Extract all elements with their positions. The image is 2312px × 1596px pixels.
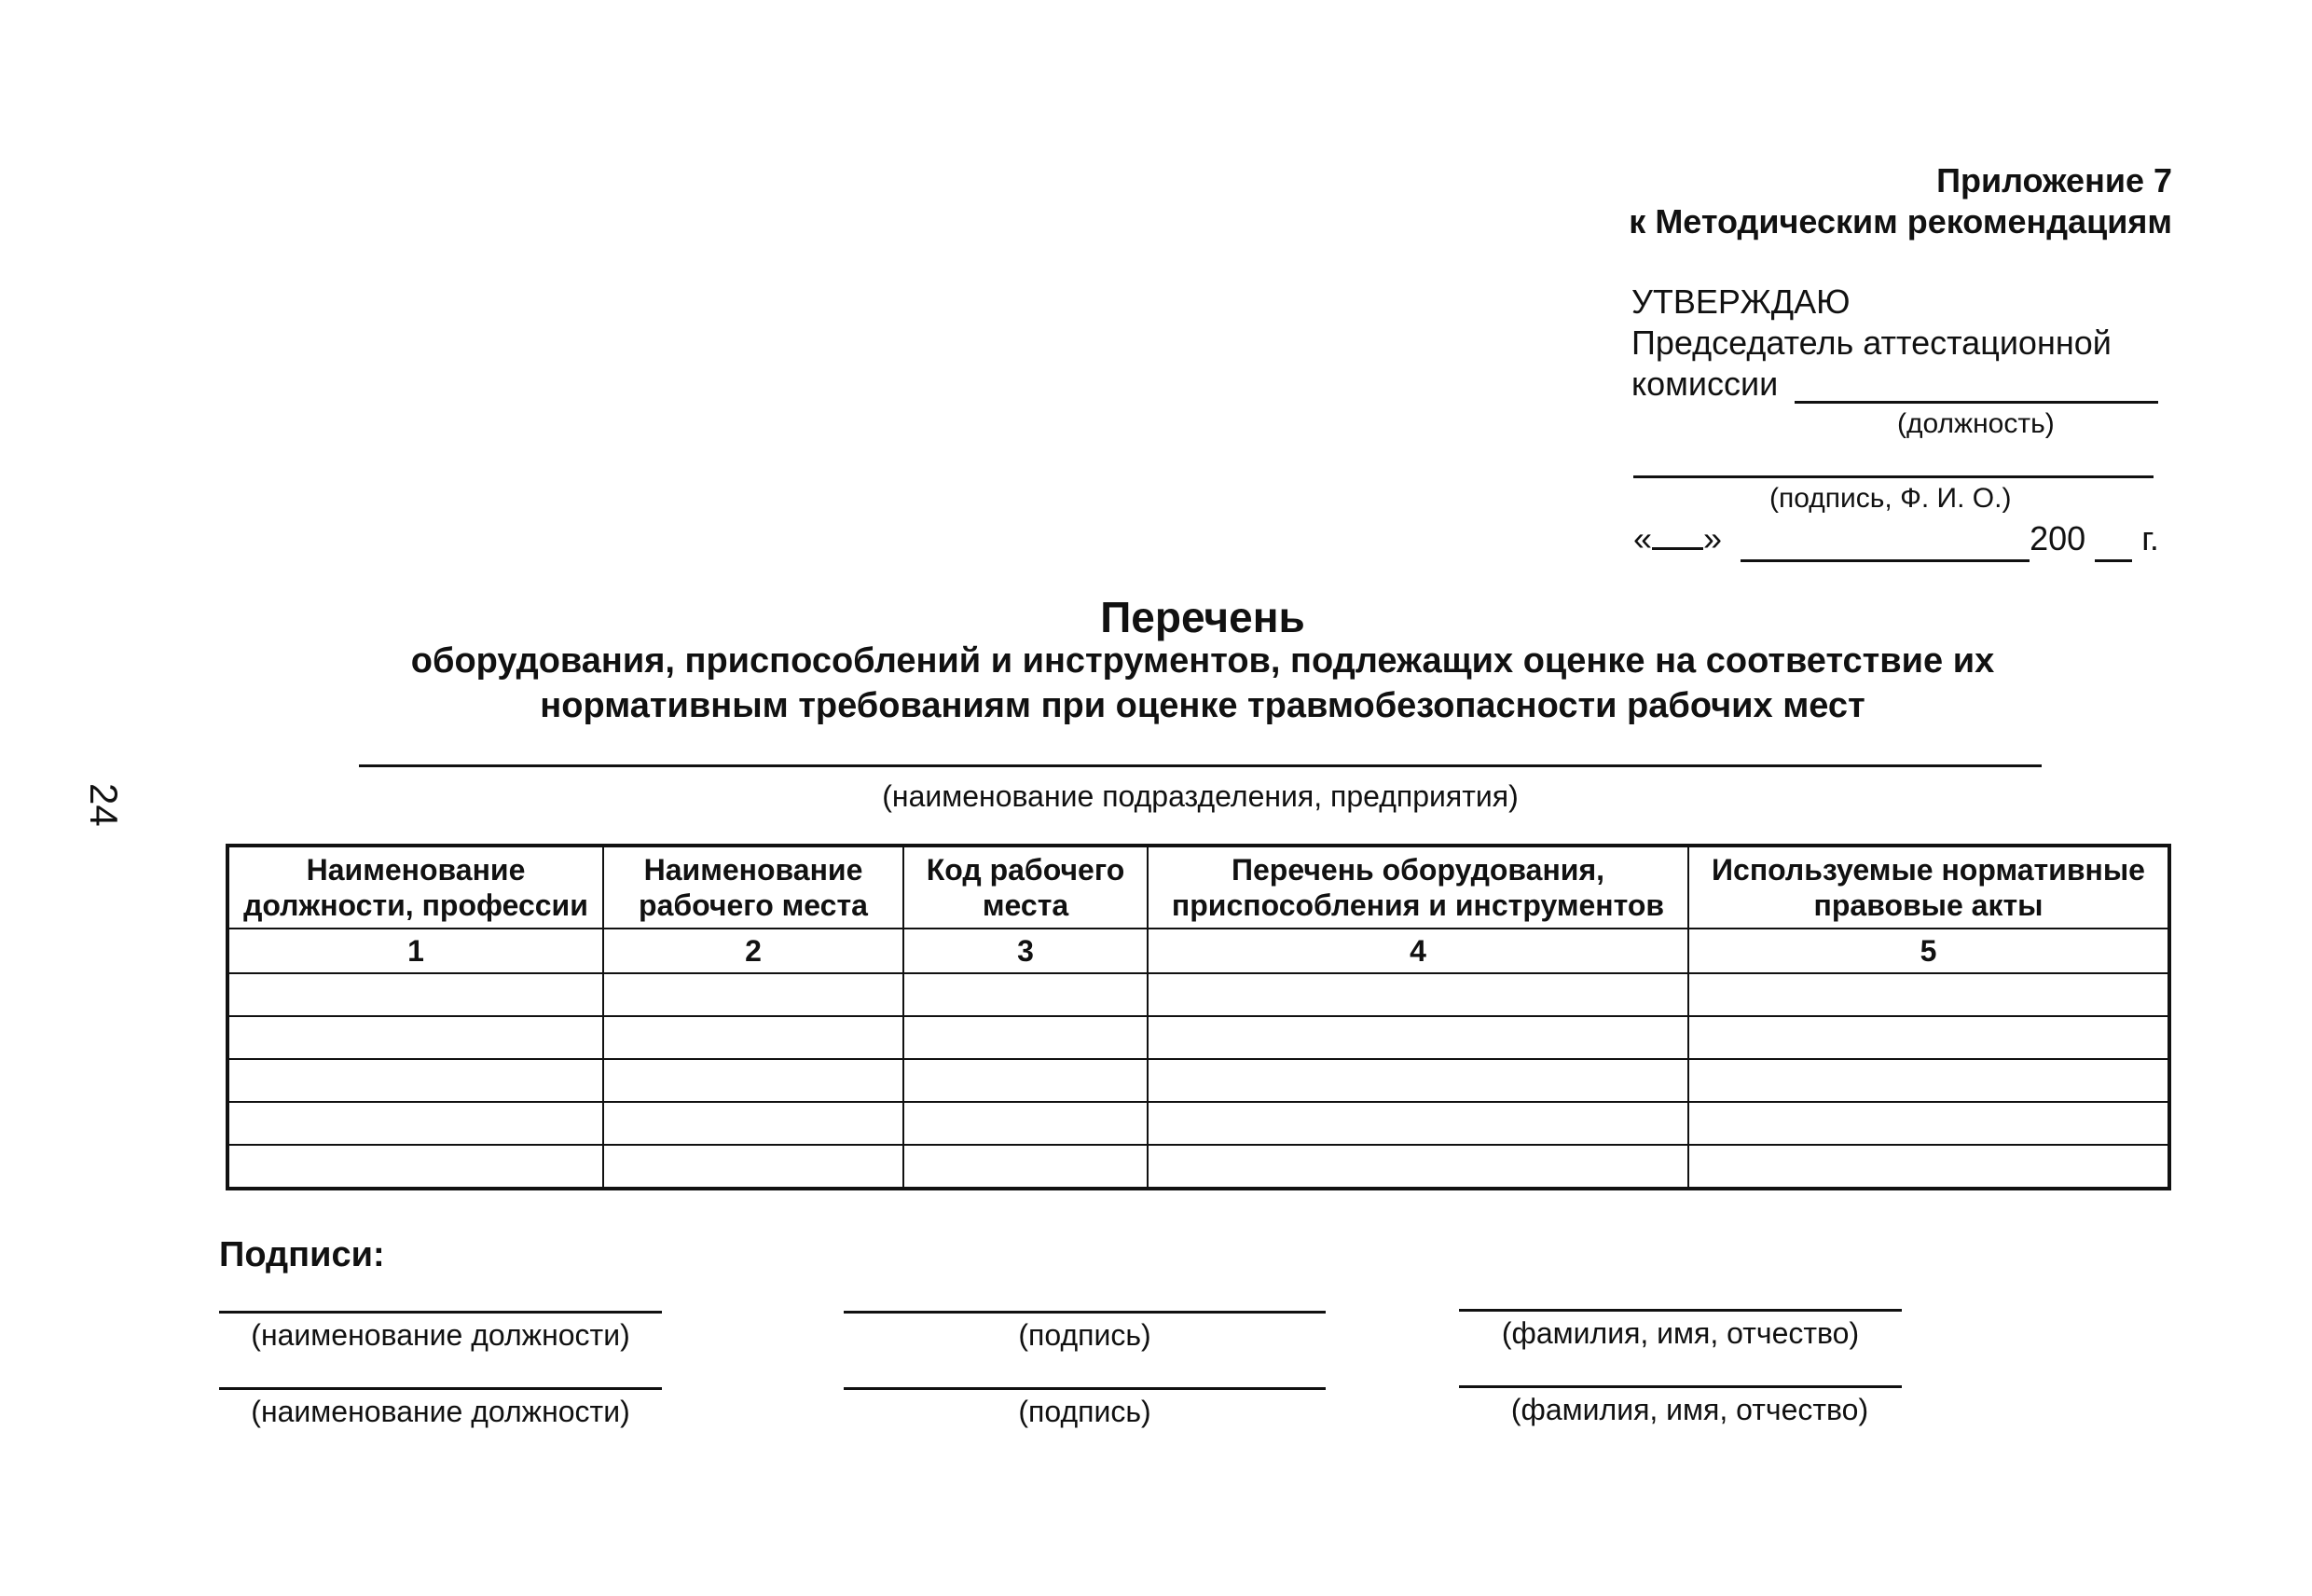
header-workplace: Наименование рабочего места [603,846,903,929]
position-signature-line [219,1311,662,1314]
column-number: 4 [1148,929,1688,973]
table-cell [1688,1145,2169,1189]
header-equipment-list: Перечень оборудования, приспособления и инструментов [1148,846,1688,929]
appendix-number: Приложение 7 [1936,161,2172,200]
signature-signature-line [844,1387,1326,1390]
signature-caption: (подпись) [1018,1395,1151,1428]
name-caption: (фамилия, имя, отчество) [1501,1316,1860,1350]
position-line [1795,401,2158,404]
approval-heading: УТВЕРЖДАЮ [1631,282,1851,321]
subtitle-line1: оборудования, приспособлений и инструментов, подлежащих оценке на соответствие их [410,641,1995,681]
table-cell [1148,1059,1688,1102]
table-cell [1148,1016,1688,1059]
table-header-row [227,846,2169,929]
position-signature-line [219,1387,662,1390]
appendix-reference: к Методическим рекомендациям [1629,202,2172,241]
name-signature-line [1459,1309,1902,1312]
table-row [227,1059,2169,1102]
equipment-table [226,844,2171,1190]
table-number-row [227,929,2169,973]
name-caption: (фамилия, имя, отчество) [1510,1393,1869,1426]
document-title: Перечень [1100,593,1305,641]
organization-line [359,764,2042,767]
table-row [227,1145,2169,1189]
year-suffix: г. [2141,519,2159,557]
date-close-quote: » [1703,519,1723,557]
table-row [227,1016,2169,1059]
table-cell [903,1102,1148,1145]
date-open-quote: « [1633,519,1653,557]
signature-caption: (подпись) [1018,1318,1151,1352]
year-prefix: 200 [2030,519,2086,557]
year-blank [2095,518,2132,562]
header-position: Наименование должности, профессии [227,846,603,929]
table-cell [903,1016,1148,1059]
table-cell [1688,1016,2169,1059]
column-number: 1 [227,929,603,973]
header-workplace-code: Код рабочего места [903,846,1148,929]
page-number: 24 [82,783,126,827]
table-cell [903,1145,1148,1189]
signature-signature-line [844,1311,1326,1314]
table-cell [1148,1145,1688,1189]
approval-line2 [1631,364,2112,405]
approval-commission-label: комиссии [1631,365,1779,403]
table-cell [1688,1102,2169,1145]
position-caption: (наименование должности) [251,1318,630,1352]
table-cell [903,973,1148,1016]
header-regulations: Используемые нормативные правовые акты [1688,846,2169,929]
organization-caption: (наименование подразделения, предприятия) [882,779,1519,813]
name-signature-line [1459,1385,1902,1388]
day-blank [1652,547,1703,550]
table-cell [603,1145,903,1189]
approval-block [1631,282,2112,405]
signature-line [1633,475,2154,478]
table-row [227,1102,2169,1145]
table-cell [1148,973,1688,1016]
document-subtitle [308,639,2098,728]
subtitle-line2: нормативным требованиям при оценке травмобезопасности рабочих мест [540,686,1865,725]
approval-line1: Председатель аттестационной [1631,323,2112,362]
table-cell [227,973,603,1016]
position-caption: (должность) [1897,408,2055,439]
column-number: 2 [603,929,903,973]
month-blank [1741,518,2030,562]
table-cell [1148,1102,1688,1145]
table-cell [603,1016,903,1059]
table-cell [227,1059,603,1102]
column-number: 3 [903,929,1148,973]
table-cell [227,1102,603,1145]
table-cell [227,1145,603,1189]
table-cell [603,1102,903,1145]
table-cell [1688,1059,2169,1102]
table-cell [603,973,903,1016]
appendix-label [1629,160,2172,242]
table-cell [227,1016,603,1059]
table-cell [1688,973,2169,1016]
table-row [227,973,2169,1016]
table-cell [903,1059,1148,1102]
date-line [1633,518,2159,562]
column-number: 5 [1688,929,2169,973]
position-caption: (наименование должности) [251,1395,630,1428]
signatures-heading: Подписи: [219,1235,385,1274]
table-cell [603,1059,903,1102]
signature-caption: (подпись, Ф. И. О.) [1769,483,2012,514]
